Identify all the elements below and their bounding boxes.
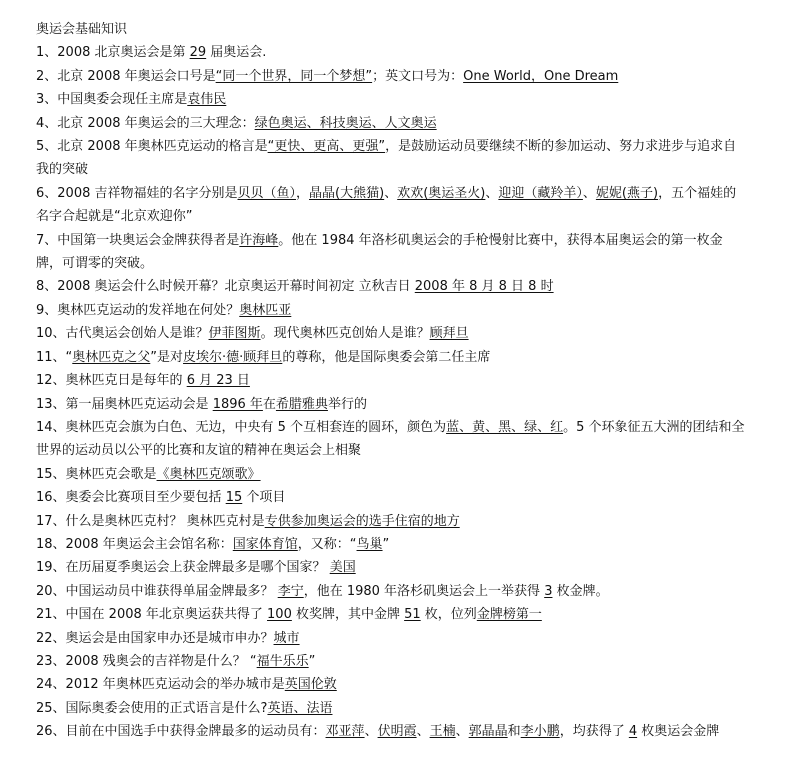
answer-text: 英语、法语 xyxy=(267,700,333,716)
question-item xyxy=(36,510,746,533)
answer-text: One World，One Dream xyxy=(463,68,619,84)
answer-text: 贝贝（鱼） xyxy=(237,185,297,201)
question-text: ，均获得了 xyxy=(559,724,629,740)
question-text: 1、2008 北京奥运会是第 xyxy=(36,45,190,61)
question-text: 19、在历届夏季奥运会上获金牌最多是哪个国家？ xyxy=(36,560,330,576)
question-text: 和 xyxy=(507,724,521,740)
question-item xyxy=(36,463,746,486)
question-text: 10、古代奥运会创始人是谁？ xyxy=(36,326,209,342)
question-text: 、 xyxy=(455,724,469,740)
question-text: 15、奥林匹克会歌是 xyxy=(36,466,157,482)
question-text: ” xyxy=(308,653,316,669)
answer-text: 皮埃尔·德·顾拜旦 xyxy=(183,349,283,365)
question-text: ” xyxy=(382,536,390,552)
answer-text: 郭晶晶 xyxy=(468,724,508,740)
question-item xyxy=(36,580,746,603)
question-text: 枚奥运会金牌 xyxy=(637,724,720,740)
question-text: ，五个福娃的名字合起就是“北京欢迎你” xyxy=(36,185,737,225)
question-text: 、 xyxy=(416,724,430,740)
answer-text: 伊菲图斯 xyxy=(208,326,261,342)
question-item xyxy=(36,533,746,556)
question-text: 个项目 xyxy=(242,490,286,506)
question-text: 5、北京 2008 年奥林匹克运动的格言是 xyxy=(36,139,268,155)
answer-text: “更快、更高、更强” xyxy=(267,139,386,155)
question-item xyxy=(36,41,746,64)
answer-text: 英国伦敦 xyxy=(284,677,337,693)
question-text: 12、奥林匹克日是每年的 xyxy=(36,373,187,389)
document-title: 奥运会基础知识 xyxy=(36,22,128,37)
answer-text: 国家体育馆 xyxy=(232,536,298,552)
question-text: 、 xyxy=(485,185,499,201)
question-item xyxy=(36,299,746,322)
question-text: ，他在 1980 年洛杉矶奥运会上一举获得 xyxy=(303,583,545,599)
question-text: 23、2008 残奥会的吉祥物是什么？ “ xyxy=(36,653,257,669)
question-text: 2、北京 2008 年奥运会口号是 xyxy=(36,68,216,84)
question-item xyxy=(36,697,746,720)
question-text: 、 xyxy=(582,185,596,201)
answer-text: 许海峰 xyxy=(239,232,279,248)
answer-text: 2008 年 8 月 8 日 8 时 xyxy=(414,279,554,295)
question-text: 在 xyxy=(262,396,276,412)
question-text: 、 xyxy=(364,724,378,740)
answer-text: 4 xyxy=(628,724,638,740)
question-text: 13、第一届奥林匹克运动会是 xyxy=(36,396,213,412)
question-text: 21、中国在 2008 年北京奥运获共得了 xyxy=(36,607,268,623)
question-item xyxy=(36,627,746,650)
question-item xyxy=(36,486,746,509)
answer-text: 6 月 23 日 xyxy=(186,373,250,389)
answer-text: “同一个世界，同一个梦想” xyxy=(215,68,373,84)
question-item xyxy=(36,65,746,88)
answer-text: 3 xyxy=(544,583,553,599)
question-text: 、 xyxy=(384,185,398,201)
question-item xyxy=(36,393,746,416)
question-item xyxy=(36,369,746,392)
question-item xyxy=(36,275,746,298)
question-text: 枚金牌。 xyxy=(552,583,609,599)
question-item xyxy=(36,322,746,345)
answer-text: 绿色奥运、科技奥运、人文奥运 xyxy=(254,115,437,131)
question-text: ；英文口号为： xyxy=(372,68,464,84)
question-text: 。现代奥林匹克创始人是谁？ xyxy=(260,326,430,342)
answer-text: 欢欢(奥运圣火) xyxy=(397,185,486,201)
question-item xyxy=(36,346,746,369)
question-item xyxy=(36,603,746,626)
question-item xyxy=(36,182,746,229)
question-item xyxy=(36,650,746,673)
question-text: 3、中国奥委会现任主席是 xyxy=(36,92,188,108)
answer-text: 金牌榜第一 xyxy=(476,607,542,623)
question-text: ，又称：“ xyxy=(297,536,357,552)
answer-text: 福牛乐乐 xyxy=(256,653,309,669)
question-item xyxy=(36,112,746,135)
question-item xyxy=(36,556,746,579)
question-text: 。他在 1984 年洛杉矶奥运会的手枪慢射比赛中，获得本届奥运会的第一枚金牌，可谓零的突破。 xyxy=(36,232,723,272)
question-text: 26、目前在中国选手中获得金牌最多的运动员有： xyxy=(36,724,326,740)
answer-text: 顾拜旦 xyxy=(429,326,469,342)
answer-text: 妮妮(燕子) xyxy=(595,185,659,201)
question-text: ， xyxy=(296,185,310,201)
question-text: 6、2008 吉祥物福娃的名字分别是 xyxy=(36,185,238,201)
question-text: 的尊称，他是国际奥委会第二任主席 xyxy=(282,349,491,365)
answer-text: 专供参加奥运会的选手住宿的地方 xyxy=(264,513,460,529)
question-text: 16、奥委会比赛项目至少要包括 xyxy=(36,490,226,506)
question-text: 22、奥运会是由国家申办还是城市申办？ xyxy=(36,630,274,646)
question-text: 24、2012 年奥林匹克运动会的举办城市是 xyxy=(36,677,285,693)
answer-text: 美国 xyxy=(329,560,356,576)
answer-text: 奥林匹克之父 xyxy=(72,349,151,365)
question-text: 18、2008 年奥运会主会馆名称： xyxy=(36,536,233,552)
question-text: 。5 个环象征五大洲的团结和全世界的运动员以公平的比赛和友谊的精神在奥运会上相聚 xyxy=(36,419,745,459)
question-text: 9、奥林匹克运动的发祥地在何处？ xyxy=(36,302,240,318)
answer-text: 伏明霞 xyxy=(377,724,417,740)
question-text: ”是对 xyxy=(150,349,184,365)
answer-text: 李宁 xyxy=(277,583,304,599)
answer-text: 邓亚萍 xyxy=(325,724,365,740)
answer-text: 王楠 xyxy=(429,724,456,740)
question-text: 11、“ xyxy=(36,349,73,365)
answer-text: 晶晶(大熊猫) xyxy=(309,185,385,201)
question-text: 8、2008 奥运会什么时候开幕？北京奥运开幕时间初定 立秋吉日 xyxy=(36,279,415,295)
answer-text: 51 xyxy=(404,607,421,623)
question-text: 4、北京 2008 年奥运会的三大理念： xyxy=(36,115,255,131)
question-item xyxy=(36,720,746,743)
question-text: 14、奥林匹克会旗为白色、无边，中央有 5 个互相套连的圆环，颜色为 xyxy=(36,419,447,435)
question-item xyxy=(36,229,746,276)
question-item xyxy=(36,88,746,111)
question-text: 枚，位列 xyxy=(420,607,477,623)
question-text: ，是鼓励运动员要继续不断的参加运动、努力求进步与追求自我的突破 xyxy=(36,139,737,178)
question-text: 7、中国第一块奥运会金牌获得者是 xyxy=(36,232,240,248)
answer-text: 希腊雅典 xyxy=(275,396,328,412)
answer-text: 李小鹏 xyxy=(520,724,560,740)
answer-text: 29 xyxy=(189,45,207,61)
answer-text: 袁伟民 xyxy=(187,92,227,108)
answer-text: 奥林匹亚 xyxy=(239,302,292,318)
document xyxy=(36,18,746,744)
answer-text: 《奥林匹克颂歌》 xyxy=(156,466,261,482)
question-text: 届奥运会. xyxy=(206,45,267,61)
question-item xyxy=(36,673,746,696)
question-text: 20、中国运动员中谁获得单届金牌最多？ xyxy=(36,583,278,599)
question-item xyxy=(36,416,746,463)
answer-text: 迎迎（藏羚羊） xyxy=(498,185,583,201)
question-item xyxy=(36,135,746,182)
question-list xyxy=(36,41,746,743)
answer-text: 15 xyxy=(225,490,243,506)
question-text: 25、国际奥委会使用的正式语言是什么? xyxy=(36,700,268,716)
answer-text: 100 xyxy=(267,607,292,623)
question-text: 17、什么是奥林匹克村？ 奥林匹克村是 xyxy=(36,513,265,529)
answer-text: 1896 年 xyxy=(212,396,263,412)
answer-text: 城市 xyxy=(273,630,300,646)
answer-text: 鸟巢 xyxy=(356,536,383,552)
question-text: 举行的 xyxy=(327,396,367,412)
question-text: 枚奖牌，其中金牌 xyxy=(291,607,405,623)
answer-text: 蓝、黄、黑、绿、红 xyxy=(446,419,564,435)
